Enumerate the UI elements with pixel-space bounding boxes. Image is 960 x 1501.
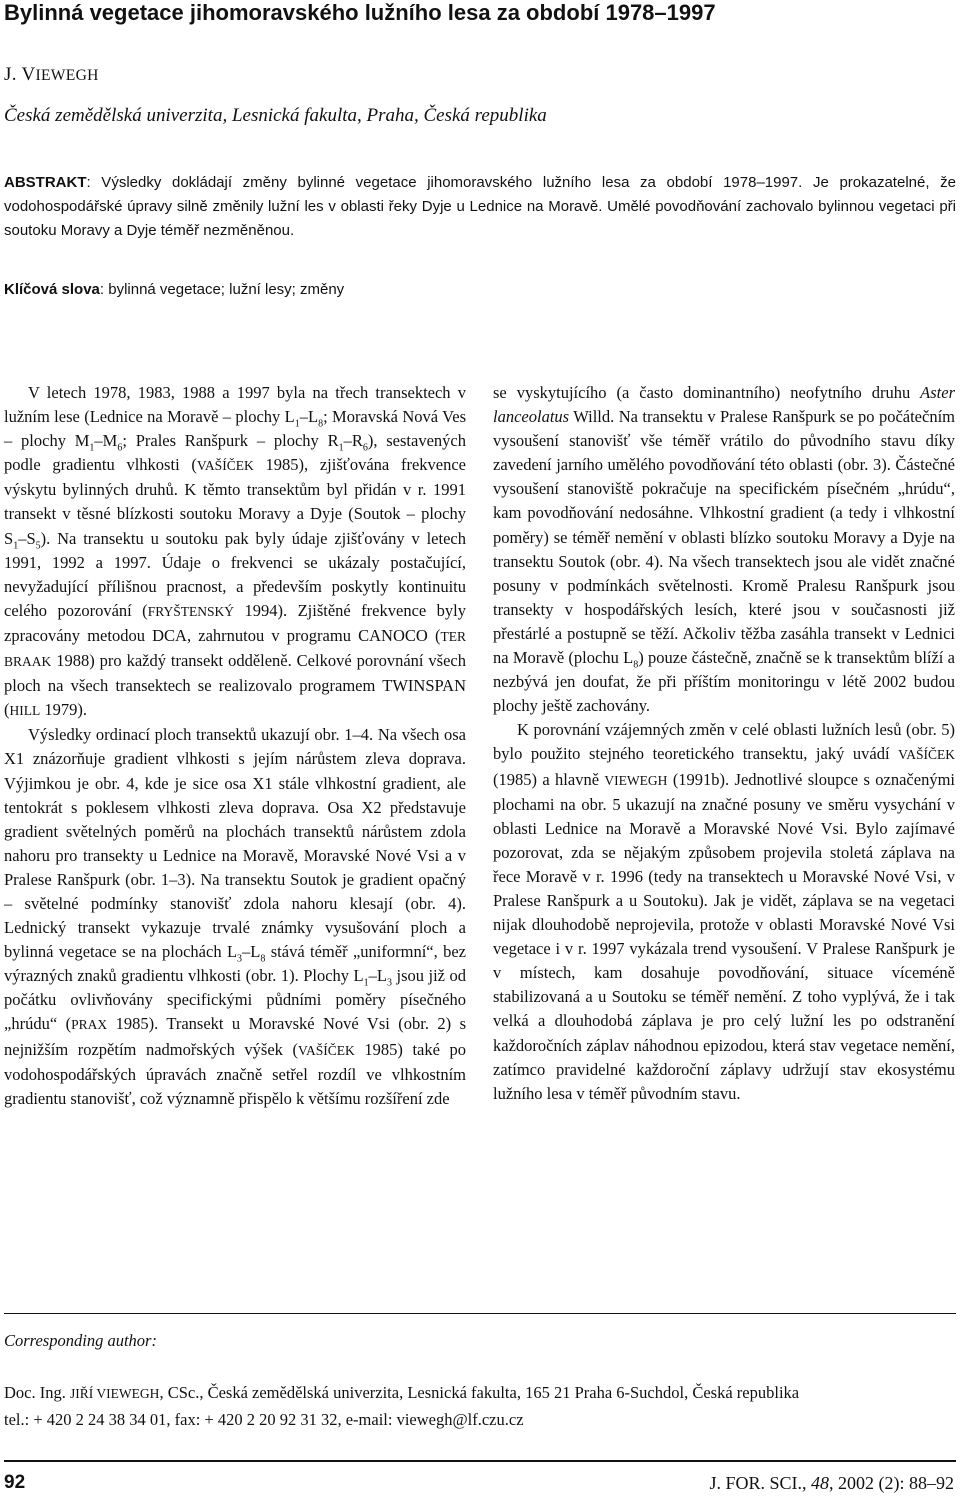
body-column-left (4, 381, 466, 1111)
citation-author: VAŠÍČEK (898, 747, 955, 763)
text-run: 1985) také po vodohospodářských úpravách značně setřel rozdíl ve vlhkostním gradientu stanovišť, což významně přispělo k většímu rozšíření zde (4, 1039, 467, 1108)
subscript: 8 (260, 953, 266, 965)
abstract (4, 171, 956, 243)
text-run: (1985) a hlavně (493, 769, 605, 789)
body-paragraph (493, 718, 955, 1106)
text-run: 1994). Zjištěné frekvence byly zpracovány metodou DCA, zahrnutou v programu CANOCO ( (4, 600, 467, 645)
text-run: Willd. Na transektu v Pralese Ranšpurk se po počátečním vysoušení stanovišť vše téměř vrátilo do původního stavu díky zavedení jarního umělého povodňování této oblasti (obr. 3). Částečné vysoušení stanoviště pokračuje na specifickém písečném „hrúdu“, kam povodňování nedosáhne. Vlhkostní gradient (a tedy i vlhkostní poměry) se téměř nemění v oblasti blízko soutoku Moravy a Dyje na transektu Soutok (obr. 4). Na všech transektech jsou ale vidět značné posuny v podmínkách světelnosti. Kromě Pralesu Ranšpurk jsou transekty v hospodářských lesích, které jsou v současnosti již přestárlé a postupně se těží. Ačkoliv těžba zasáhla transekt v Lednici na Moravě (plochu L (493, 407, 955, 668)
subscript: 8 (633, 659, 639, 671)
text-run: J. FOR. SCI., (709, 1473, 811, 1493)
text-run: 1979). (40, 700, 88, 720)
abstract-text: : Výsledky dokládají změny bylinné vegetace jihomoravského lužního lesa za období 1978–1997. Je prokazatelné, že vodohospodářské úpravy silně změnily lužní les v oblasti řeky Dyje u Lednice na Moravě. Umělé povodňování zachovalo bylinnou vegetaci při soutoku Moravy a Dyje téměř nezměněnou. (4, 174, 956, 239)
text-run: ). Na transektu u soutoku pak byly údaje zjišťovány v letech 1991, 1992 a 1997. Údaje o frekvenci se ukázaly postačující, nevyžadující přílišnou pracnost, a především poskytly kontinuitu celého pozorování ( (4, 528, 466, 620)
keywords (4, 279, 904, 301)
body-paragraph (493, 381, 955, 718)
subscript: 1 (89, 442, 95, 454)
subscript: 6 (117, 442, 123, 454)
body-column-right (493, 381, 955, 1106)
citation-author: FRYŠTENSKÝ (147, 603, 235, 619)
text-run: –L (368, 966, 387, 986)
text-run: jsou již od počátku ovlivňovány specifickými půdními poměry písečného „hrúdu“ ( (4, 966, 467, 1034)
abstract-label: ABSTRAKT (4, 174, 87, 191)
text-run: K porovnání vzájemných změn v celé oblasti lužních lesů (obr. 5) bylo použito stejného teoretického transektu, jaký uvádí (493, 720, 955, 764)
text-run: , 2002 (2): 88–92 (829, 1473, 954, 1493)
species-name: Aster lanceolatus (493, 383, 955, 427)
text-run: –M (94, 431, 118, 451)
subscript: 1 (338, 442, 344, 454)
text-run: V letech 1978, 1983, 1988 a 1997 byla na třech transektech v lužním lese (Lednice na Moravě – plochy L (4, 383, 466, 427)
text-run: , CSc., Česká zemědělská univerzita, Lesnická fakulta, 165 21 Praha 6-Suchdol, Česká republika (159, 1383, 800, 1402)
subscript: 3 (386, 977, 392, 989)
text-run: ; Moravská Nová Ves – plochy M (4, 407, 466, 451)
text-run: se vyskytujícího (a často dominantního) neofytního druhu (493, 383, 921, 402)
text-run: 1985), zjišťována frekvence výskytu bylinných druhů. K těmto transektům byl přidán v r. 1991 transekt v těsné blízkosti soutoku Moravy a Dyje (Soutok – plochy S (4, 455, 467, 548)
text-run: –R (343, 431, 363, 451)
subscript: 8 (318, 418, 324, 430)
text-run: stává téměř „uniformní“, bez výrazných znaků gradientu vlhkosti (obr. 1). Plochy L (4, 942, 466, 986)
text-run: Výsledky ordinací ploch transektů ukazují obr. 1–4. Na všech osa X1 znázorňuje gradient vlhkosti s jejím nárůstem zleva doprava. Výjimkou je obr. 4, kde je sice osa X1 stále vlhkostní gradient, ale tentokrát s poklesem vlhkosti zleva doprava. Osa X2 představuje gradient světelných poměrů na plochách transektů nárůstem zdola nahoru pro transekty u Lednice na Moravě, Moravské Nové Vsi a v Pralese Ranšpurk (obr. 1–3). Na transektu Soutok je gradient opačný – světelné podmínky stanovišť zdola nahoru klesají (obr. 4). Lednický transekt vykazuje trvalé známky vysušování ploch a bylinná vegetace se na plochách L (4, 725, 466, 962)
corresponding-author-details (4, 1380, 956, 1433)
corresponding-author-address (4, 1380, 956, 1407)
citation-author: VAŠÍČEK (297, 1042, 355, 1058)
citation-author: VAŠÍČEK (196, 458, 254, 474)
text-run: Doc. Ing. (4, 1383, 70, 1402)
text-run: –L (242, 942, 261, 962)
journal-volume: 48 (811, 1473, 829, 1493)
subscript: 1 (363, 977, 369, 989)
keywords-label: Klíčová slova (4, 281, 100, 298)
subscript: 6 (362, 442, 368, 454)
text-run: –L (299, 407, 319, 427)
corresponding-author-name: JIŘÍ VIEWEGH (69, 1386, 160, 1401)
page-number: 92 (4, 1472, 26, 1493)
author-affiliation: Česká zemědělská univerzita, Lesnická fakulta, Praha, Česká republika (4, 105, 547, 126)
text-run: ) pouze částečně, značně se k transektům blíží a nezbývá jen doufat, že při příštím monitoringu v létě 2002 budou plochy ještě zachovány. (493, 648, 955, 716)
author-surname: IEWEGH (35, 67, 99, 84)
text-run: ), sestavených podle gradientu vlhkosti ( (4, 431, 466, 475)
corresponding-author-label: Corresponding author: (4, 1331, 157, 1350)
article-title: Bylinná vegetace jihomoravského lužního lesa za období 1978–1997 (4, 0, 716, 25)
footnote-divider (4, 1313, 956, 1314)
author-name (4, 63, 99, 88)
text-run: 1988) pro každý transekt odděleně. Celkové porovnání všech ploch na všech transektech se realizovalo programem TWINSPAN ( (4, 651, 466, 720)
subscript: 1 (13, 539, 19, 551)
text-run: –S (18, 528, 36, 548)
text-run: 1985). Transekt u Moravské Nové Vsi (obr. 2) s nejnižším rozpětím nadmořských výšek ( (4, 1014, 466, 1059)
citation-author: HILL (9, 703, 41, 719)
body-paragraph (4, 723, 466, 1111)
keywords-text: : bylinná vegetace; lužní lesy; změny (99, 281, 345, 298)
subscript: 1 (294, 418, 300, 430)
journal-citation (709, 1471, 954, 1495)
author-initial: J. V (4, 64, 36, 85)
text-run: (1991b). Jednotlivé sloupce s označenými plochami na obr. 5 ukazují na značné posuny ve směru vysychání v oblasti Lednice na Moravě a Moravské Nové Vsi. Bylo zajímavé pozorovat, zda se nějakým způsobem projevila stoletá záplava na řece Moravě v r. 1996 (tedy na transektech u Moravské Nové Vsi, v Pralese Ranšpurk a u Soutoku). Jak je vidět, záplava se na vegetaci nijak dlouhodobě neprojevila, protože v oblasti Moravské Nové Vsi vegetace i v r. 1997 vykázala trend vysoušení. V Pralese Ranšpurk je v místech, kam dosahuje povodňování, situace víceméně stabilizovaná a u Soutoku se téměř nemění. Z toho vyplývá, že i tak velká a dlouhodobá záplava je pro celý lužní les po odstranění každoročních záplav náhodnou epizodou, která stav vegetace nemění, zatímco pravidelné každoroční záplavy udržují stav ekosystému lužního lesa v téměř původním stavu. (493, 769, 955, 1103)
subscript: 5 (35, 539, 41, 551)
subscript: 3 (237, 953, 243, 965)
body-paragraph (4, 381, 466, 723)
corresponding-author-contact: tel.: + 420 2 24 38 34 01, fax: + 420 2 20 92 31 32, e-mail: viewegh@lf.czu.cz (4, 1410, 524, 1429)
text-run: ; Prales Ranšpurk – plochy R (122, 431, 339, 451)
citation-author: TER BRAAK (4, 628, 466, 670)
footer-divider (4, 1460, 956, 1462)
citation-author: VIEWEGH (604, 772, 668, 788)
citation-author: PRAX (71, 1017, 108, 1033)
